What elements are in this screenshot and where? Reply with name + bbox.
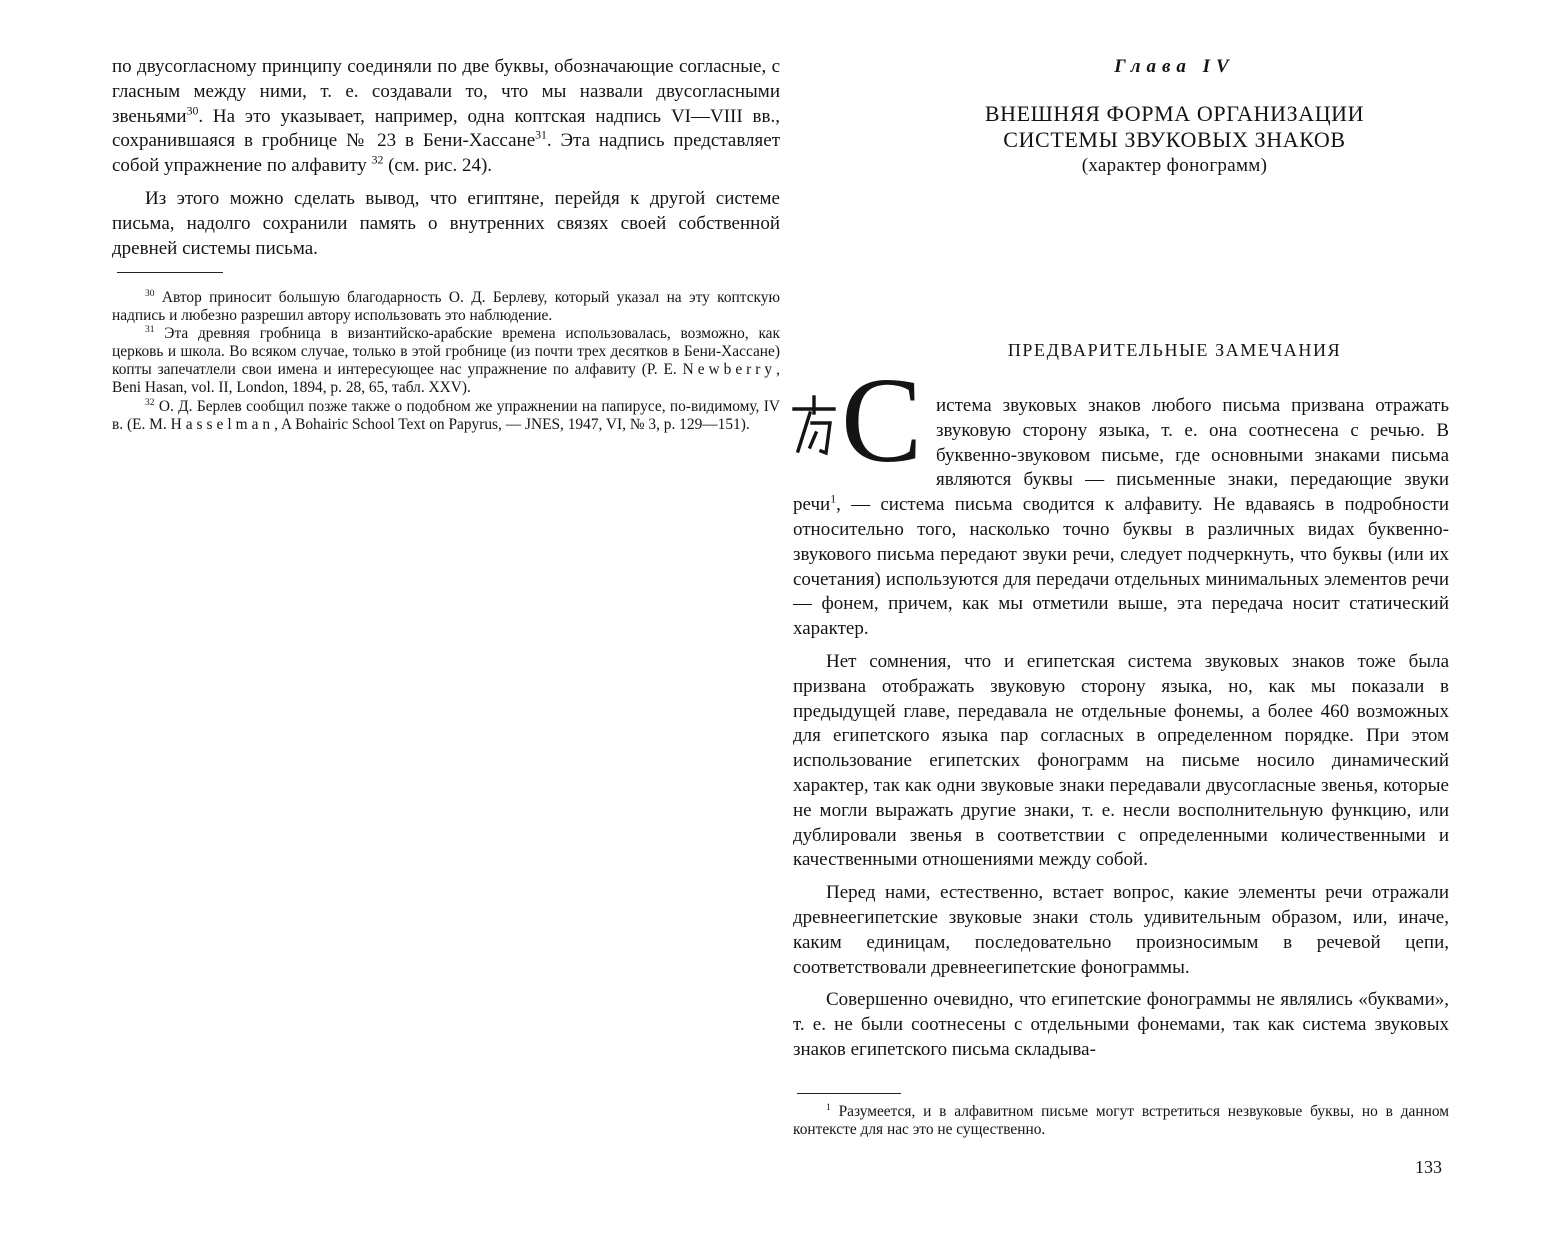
left-body-text [112, 55, 780, 269]
right-footnotes [793, 1103, 1449, 1139]
footnote-30-number: 30 [145, 287, 155, 299]
left-paragraph-1 [112, 55, 780, 179]
footnote-ref-1[interactable]: 1 [830, 492, 837, 506]
drop-cap-spacer [793, 394, 936, 492]
left-paragraph-1-cont: . На это указывает, например, одна коптская надпись VI—VIII вв., сохранившаяся в гробнице № 23 в Бени-Хассане [112, 105, 780, 152]
chapter-title-line-2: СИСТЕМЫ ЗВУКОВЫХ ЗНАКОВ [1003, 127, 1346, 152]
footnote-32-author: Hasselman [170, 415, 275, 433]
left-paragraph-1-end: (см. рис. 24). [383, 155, 493, 177]
left-footnotes [112, 289, 780, 434]
footnote-31 [112, 325, 780, 397]
footnote-separator-left [117, 272, 223, 273]
footnote-32-text: О. Д. Берлев сообщил позже также о подобном же упражнении на папирусе, по-видимому, IV в. (E. M. [112, 397, 780, 433]
chapter-label: Глава IV [1114, 56, 1235, 77]
drop-cap: С [841, 353, 923, 488]
chapter-title-line-1: ВНЕШНЯЯ ФОРМА ОРГАНИЗАЦИИ [984, 101, 1365, 126]
right-paragraph-3-text: Перед нами, естественно, встает вопрос, какие элементы речи отражали древнеегипетские звуковые знаки столь удивительным образом, или, иначе, каким единицам, последовательно произносимым в речевой цепи, соответствовали древнеегипетские фонограммы. [793, 882, 1449, 978]
footnote-1-number: 1 [826, 1101, 831, 1113]
footnote-1-text: Разумеется, и в алфавитном письме могут встретиться незвуковые буквы, но в данном контексте для нас это не существенно. [793, 1103, 1449, 1139]
right-paragraph-1-start: истема звуковых знаков любого письма призвана отражать звуковую сторону языка, т. е. она соотнесена с речью. В буквенно-звуковом письме, где основными знаками письма являются буквы — письменные знаки, передающие звуки речи [793, 395, 1449, 516]
right-body-text [793, 394, 1449, 1071]
footnote-31-author: Newberry [682, 361, 777, 379]
footnote-separator-right [797, 1093, 901, 1094]
footnote-31-text: Эта древняя гробница в византийско-арабские времена использовалась, возможно, как церковь и школа. Во всяком случае, только в этой гробнице (из почти трех десятков в Бени-Хассане) копты запечатлели свои имена и интересующее нас упражнение по алфавиту (P. E. [112, 325, 780, 379]
footnote-30-text: Автор приносит большую благодарность О. Д. Берлеву, который указал на эту коптскую надпись и любезно разрешил автору использовать это наблюдение. [112, 289, 780, 325]
right-paragraph-4 [793, 988, 1449, 1062]
right-paragraph-4-text: Совершенно очевидно, что египетские фонограммы не являлись «буквами», т. е. не были соотнесены с отдельными фонемами, так как система звуковых знаков египетского письма складыва- [793, 989, 1449, 1060]
left-paragraph-1-cont2: . Эта надпись представляет собой упражнение по алфавиту [112, 130, 780, 177]
right-paragraph-3 [793, 881, 1449, 980]
right-paragraph-1-end: , — система письма сводится к алфавиту. Не вдаваясь в подробности относительно того, насколько точно буквы в различных видах буквенно-звукового письма передают звуки речи, следует подчеркнуть, что буквы (или их сочетания) используются для передачи отдельных минимальных элементов речи — фонем, причем, как мы отметили выше, эта передача носит статический характер. [793, 494, 1449, 640]
footnote-ref-30[interactable]: 30 [186, 104, 199, 118]
right-paragraph-2-text: Нет сомнения, что и египетская система звуковых знаков тоже была призвана отображать звуковую сторону языка, но, как мы показали в предыдущей главе, передавала не отдельные фонемы, а более 460 возможных для египетского языка пар согласных в определенном порядке. При этом использование египетских фонограмм на письме носило динамический характер, так как одни звуковые знаки передавали двусогласные звенья, которые не могли выражать другие знаки, т. е. несли восполнительную функцию, или дублировали звенья в соответствии с определенными количественными и качественными отношениями между собой. [793, 650, 1449, 871]
page-number: 133 [1415, 1157, 1442, 1177]
right-paragraph-1 [793, 394, 1449, 642]
section-heading: ПРЕДВАРИТЕЛЬНЫЕ ЗАМЕЧАНИЯ [1007, 340, 1342, 360]
footnote-32-number: 32 [145, 396, 155, 408]
chapter-title [783, 101, 1566, 179]
right-paragraph-2 [793, 650, 1449, 873]
footnote-31-number: 31 [145, 324, 155, 336]
left-paragraph-1-text: по двусогласному принципу соединяли по две буквы, обозначающие согласные, с гласным между ними, т. е. создавали то, что мы назвали двусогласными звеньями [112, 56, 780, 127]
footnote-30 [112, 289, 780, 325]
footnote-ref-32[interactable]: 32 [371, 153, 384, 167]
footnote-32-end: , A Bohairic School Text on Papyrus, — JNES, 1947, VI, № 3, p. 129—151). [274, 415, 750, 433]
footnote-1 [793, 1103, 1449, 1139]
chapter-subtitle: (характер фонограмм) [1081, 155, 1268, 176]
left-paragraph-2: Из этого можно сделать вывод, что египтяне, перейдя к другой системе письма, надолго сохранили память о внутренних связях своей собственной древней системы письма. [112, 187, 780, 259]
right-page [783, 0, 1566, 1239]
footnote-31-end: , Beni Hasan, vol. II, London, 1894, p. 28, 65, табл. XXV). [112, 361, 780, 397]
footnote-32 [112, 398, 780, 434]
footnote-ref-31[interactable]: 31 [535, 129, 547, 143]
